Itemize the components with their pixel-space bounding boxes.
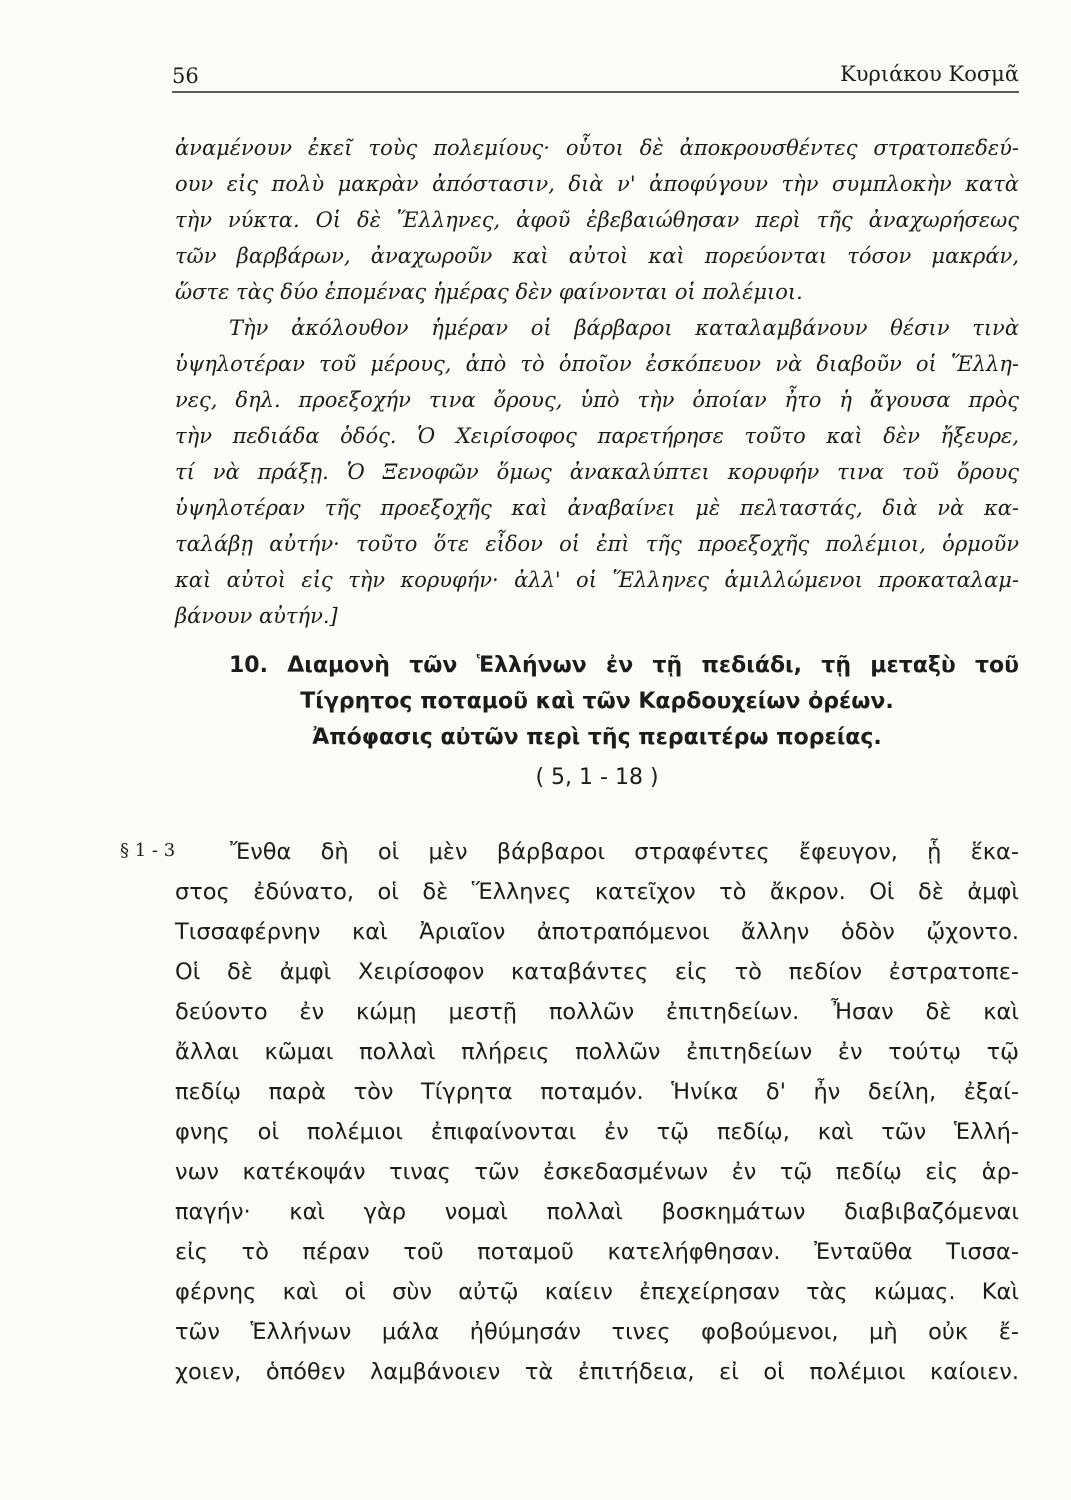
text-line: πεδίῳ παρὰ τὸν Τίγρητα ποταμόν. Ἡνίκα δ' ἦν δείλη, ἐξαί- (175, 1079, 1019, 1105)
section-citation: ( 5, 1 - 18 ) (535, 765, 659, 790)
page-number: 56 (172, 64, 199, 88)
summary-line: νες, δηλ. προεξοχήν τινα ὄρους, ὑπὸ τὴν ὁποίαν ἦτο ἡ ἄγουσα πρὸς (175, 388, 1019, 412)
text-line: φέρνης καὶ οἱ σὺν αὐτῷ καίειν ἐπεχείρησαν τὰς κώμας. Καὶ (175, 1279, 1019, 1305)
summary-line: ἀναμένουν ἐκεῖ τοὺς πολεμίους· οὗτοι δὲ ἀποκρουσθέντες στρατοπεδεύ- (175, 136, 1019, 160)
margin-reference: § 1 - 3 (120, 840, 176, 861)
text-line: Τισσαφέρνην καὶ Ἀριαῖον ἀποτραπόμενοι ἄλλην ὁδὸν ᾤχοντο. (175, 919, 1019, 945)
heading-line: 10. Διαμονὴ τῶν Ἑλλήνων ἐν τῇ πεδιάδι, τῇ μεταξὺ τοῦ (229, 653, 1019, 678)
text-line: νων κατέκοψάν τινας τῶν ἐσκεδασμένων ἐν τῷ πεδίῳ εἰς ἁρ- (175, 1159, 1019, 1185)
text-line: τῶν Ἑλλήνων μάλα ἠθύμησάν τινες φοβούμενοι, μὴ οὐκ ἔ- (175, 1319, 1019, 1345)
heading-line: Ἀπόφασις αὐτῶν περὶ τῆς περαιτέρω πορείας. (312, 725, 882, 750)
running-head: Κυριάκου Κοσμᾶ (840, 62, 1019, 86)
page-header (172, 60, 1019, 90)
summary-line: τί νὰ πράξῃ. Ὁ Ξενοφῶν ὅμως ἀνακαλύπτει κορυφήν τινα τοῦ ὄρους (175, 460, 1019, 484)
summary-line: τὴν πεδιάδα ὁδός. Ὁ Χειρίσοφος παρετήρησε τοῦτο καὶ δὲν ἤξευρε, (175, 424, 1019, 448)
text-line: φνης οἱ πολέμιοι ἐπιφαίνονται ἐν τῷ πεδίῳ, καὶ τῶν Ἑλλή- (175, 1119, 1019, 1145)
header-rule (172, 91, 1019, 93)
text-line: Ἔνθα δὴ οἱ μὲν βάρβαροι στραφέντες ἔφευγον, ᾗ ἕκα- (230, 839, 1019, 865)
summary-line: τὴν νύκτα. Οἱ δὲ Ἕλληνες, ἀφοῦ ἐβεβαιώθησαν περὶ τῆς ἀναχωρήσεως (175, 208, 1019, 232)
summary-line: ουν εἰς πολὺ μακρὰν ἀπόστασιν, διὰ ν' ἀποφύγουν τὴν συμπλοκὴν κατὰ (175, 172, 1019, 196)
text-line: στος ἐδύνατο, οἱ δὲ Ἕλληνες κατεῖχον τὸ ἄκρον. Οἱ δὲ ἀμφὶ (175, 879, 1019, 905)
summary-line: Τὴν ἀκόλουθον ἡμέραν οἱ βάρβαροι καταλαμβάνουν θέσιν τινὰ (229, 316, 1019, 340)
text-line: Οἱ δὲ ἀμφὶ Χειρίσοφον καταβάντες εἰς τὸ πεδίον ἐστρατοπε- (175, 959, 1019, 985)
text-line: ἄλλαι κῶμαι πολλαὶ πλήρεις πολλῶν ἐπιτηδείων ἐν τούτῳ τῷ (175, 1039, 1019, 1065)
text-line: παγήν· καὶ γὰρ νομαὶ πολλαὶ βοσκημάτων διαβιβαζόμεναι (175, 1199, 1019, 1225)
summary-line: τῶν βαρβάρων, ἀναχωροῦν καὶ αὐτοὶ καὶ πορεύονται τόσον μακράν, (175, 244, 1019, 268)
text-line: εἰς τὸ πέραν τοῦ ποταμοῦ κατελήφθησαν. Ἐνταῦθα Τισσα- (175, 1239, 1019, 1265)
text-line: χοιεν, ὁπόθεν λαμβάνοιεν τὰ ἐπιτήδεια, εἰ οἱ πολέμιοι καίοιεν. (175, 1359, 1019, 1385)
summary-line: βάνουν αὐτήν.] (175, 604, 338, 628)
text-line: δεύοντο ἐν κώμῃ μεστῇ πολλῶν ἐπιτηδείων. Ἦσαν δὲ καὶ (175, 999, 1019, 1025)
heading-line: Τίγρητος ποταμοῦ καὶ τῶν Καρδουχείων ὀρέων. (300, 689, 894, 714)
summary-line: ὑψηλοτέραν τῆς προεξοχῆς καὶ ἀναβαίνει μὲ πελταστάς, διὰ νὰ κα- (175, 496, 1019, 520)
summary-line: ταλάβῃ αὐτήν· τοῦτο ὅτε εἶδον οἱ ἐπὶ τῆς προεξοχῆς πολέμιοι, ὁρμοῦν (175, 532, 1019, 556)
summary-line: καὶ αὐτοὶ εἰς τὴν κορυφήν· ἀλλ' οἱ Ἕλληνες ἁμιλλώμενοι προκαταλαμ- (175, 568, 1019, 592)
summary-line: ὑψηλοτέραν τοῦ μέρους, ἀπὸ τὸ ὁποῖον ἐσκόπευον νὰ διαβοῦν οἱ Ἕλλη- (175, 352, 1019, 376)
summary-line: ὥστε τὰς δύο ἑπομένας ἡμέρας δὲν φαίνονται οἱ πολέμιοι. (175, 280, 803, 304)
